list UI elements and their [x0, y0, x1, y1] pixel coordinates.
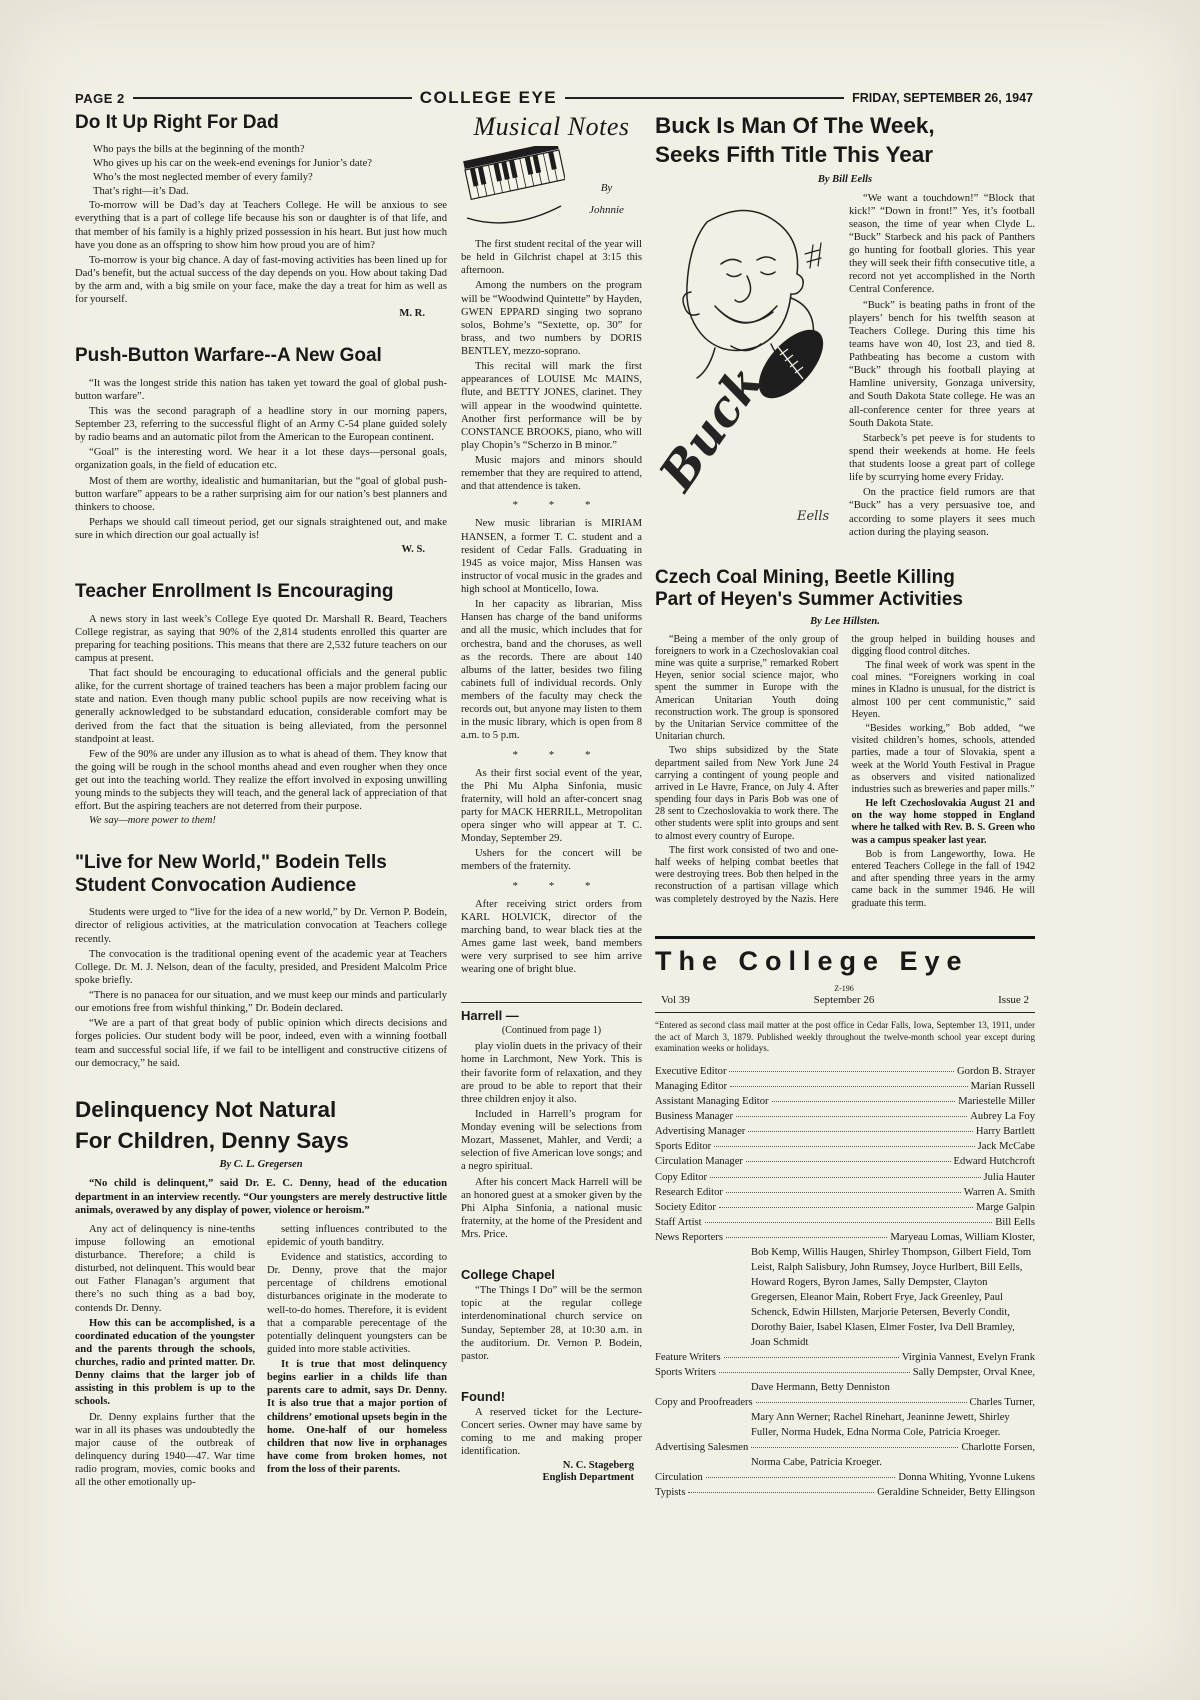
staff-entry [655, 1230, 1035, 1350]
staff-row [655, 1139, 1035, 1154]
paragraph: Few of the 90% are under any illusion as to what is ahead of them. They know that the going will be rough in the school months ahead and even rougher when they once get out into the teaching world. They realize the effort involved in exposing unwilling young minds to the subjects they will teach, and the general lack of appreciation of that effort. But the aspiring teachers are not deterred from their purpose. [75, 748, 447, 813]
staff-row [655, 1200, 1035, 1215]
page-number: PAGE 2 [75, 90, 125, 106]
staff-extra-names: Dave Hermann, Betty Denniston [751, 1381, 890, 1393]
staff-role: Managing Editor [655, 1081, 728, 1093]
article-title: Push-Button Warfare--A New Goal [75, 345, 382, 367]
staff-role: Sports Editor [655, 1141, 712, 1153]
article-title-line2: Seeks Fifth Title This Year [655, 141, 934, 167]
staff-names: Warren A. Smith [963, 1186, 1035, 1198]
dotted-leader [719, 1207, 973, 1208]
staff-names: Aubrey La Foy [970, 1111, 1035, 1123]
staff-row [655, 1079, 1035, 1094]
dotted-leader [736, 1116, 967, 1117]
masthead-box [655, 936, 1035, 1500]
page-header [75, 88, 1033, 108]
staff-role: Circulation [655, 1472, 703, 1484]
notice-signature-name: N. C. Stageberg [562, 1460, 634, 1472]
staff-names: Edward Hutchcroft [953, 1156, 1035, 1168]
dotted-leader [714, 1146, 974, 1147]
dotted-leader [710, 1177, 980, 1178]
byline-by: By [600, 182, 613, 194]
paragraph: Any act of delinquency is nine-tenths impuse following an emotional disturbance. Therefore; a child is disturbed, not delinquent. This would bear out Father Flanagan’s argument that there’s no such thing as a bad boy, contends Dr. Denny. [75, 1223, 255, 1314]
paragraph: “Goal” is the interesting word. We hear it a lot these days—personal goals, organization goals, in the field of education etc. [75, 447, 447, 472]
issue-number: Issue 2 [998, 993, 1029, 1006]
staff-names: Marge Galpin [976, 1201, 1035, 1213]
staff-names: Gordon B. Strayer [957, 1066, 1035, 1078]
paragraph: Evidence and statistics, according to Dr. Denny, prove that the major percentage of childrens emotional disturbances originate in the moderate to well-to-do homes. Therefore, it is evident that a comparable perecentage of the potentially delinquent youngsters can be guided into more stable activities. [267, 1252, 447, 1355]
paragraph: play violin duets in the privacy of their home in Larchmont, New York. This is their favorite form of relaxation, and they are proud to be able to report that their three children enjoy it also. [461, 1041, 642, 1105]
paragraph: A reserved ticket for the Lecture-Concert series. Owner may have same by coming to me and making proper identification. [461, 1406, 642, 1458]
header-rule-right [565, 97, 844, 99]
notice-signature-dept: English Department [542, 1472, 634, 1484]
paragraph: This recital will mark the first appearances of LOUISE Mc MAINS, flute, and BETTY JONES, clarinet. They will appear in the woodwind quintette. Another first performance will be by CONSTANCE BROOKS, piano, who will play Chopin’s “Scherzo in B minor.” [461, 361, 642, 451]
section-separator: * * * [512, 499, 605, 512]
staff-row [655, 1350, 1035, 1365]
article-delinquency [75, 1096, 447, 1491]
staff-role: News Reporters [655, 1231, 723, 1243]
staff-row [655, 1170, 1035, 1185]
article-harrell-continued [461, 1002, 642, 1241]
issue-center-block [814, 985, 875, 1006]
column-byline [571, 182, 642, 230]
staff-row [655, 1395, 1035, 1410]
byline-name: Johnnie [589, 204, 624, 216]
volume-row [655, 985, 1035, 1006]
staff-role: Copy Editor [655, 1171, 708, 1183]
header-rule-left [133, 97, 412, 99]
staff-extra-names: Bob Kemp, Willis Haugen, Shirley Thompson, Gilbert Field, Tom Leist, Ralph Salisbury, John Rumsey, Joyce Hurlbert, Bill Eells, Howard Rogers, Byron James, Sally Dempster, Clayton Gregersen, Eleanor Main, Robert Frye, Jack Greenley, Paul Schenck, Edwin Hillsten, Marjorie Petersen, Beverly Condit, Dorothy Baier, Isabel Klasen, Elmer Foster, Iva Dell Bramley, Joan Schmidt [751, 1246, 1032, 1348]
paragraph: “There is no panacea for our situation, and we must keep our minds and particularly our emotions free from wishful thinking,” Dr. Bodein declared. [75, 990, 447, 1015]
staff-names: Charlotte Forsen, [961, 1442, 1035, 1454]
buck-caricature [655, 194, 841, 534]
paragraph: As their first social event of the year, the Phi Mu Alpha Sinfonia, music fraternity, will hold an after-concert snag party for MACK HERRILL, Metropolitan opera singer who will appear at T. C. Monday, September 29. [461, 767, 642, 845]
staff-role: Circulation Manager [655, 1156, 743, 1168]
staff-role: Advertising Salesmen [655, 1442, 749, 1454]
dotted-leader [730, 1086, 967, 1087]
staff-entry [655, 1185, 1035, 1200]
article-buck-man-of-the-week [655, 112, 1035, 541]
masthead-rule [655, 1012, 1035, 1013]
staff-extra-names: Norma Cabe, Patricia Kroeger. [751, 1457, 882, 1469]
staff-role: Staff Artist [655, 1216, 702, 1228]
article-college-chapel [461, 1267, 642, 1363]
article-title: Found! [461, 1388, 506, 1404]
section-separator: * * * [512, 879, 605, 892]
staff-names: Mariestelle Miller [958, 1096, 1035, 1108]
right-column [655, 112, 1035, 1500]
middle-column [461, 112, 642, 1509]
paragraph: That fact should be encouraging to educational officials and the general public alike, for the current shortage of trained teachers has been a major problem facing our state and nation. Even though many public school pupils are now receiving what is generally acknowledged to be substandard education, considerable comfort may be derived from the fact that the situation is being alleviated, from the personnel standpoint at least. [75, 668, 447, 745]
buck-article-body [655, 192, 1035, 541]
staff-row [655, 1470, 1035, 1485]
staff-names: Julia Hauter [983, 1171, 1035, 1183]
article-title: Teacher Enrollment Is Encouraging [75, 581, 394, 603]
staff-role: Advertising Manager [655, 1126, 746, 1138]
author-initials: W. S. [401, 544, 425, 556]
staff-row [655, 1230, 1035, 1245]
paragraph: To-morrow is your big chance. A day of fast-moving activities has been lined up for Dad’s benefit, but the actual success of the day depends on you. How about taking Dad by the arm and, with a big smile on your face, make the day a treat for him as well as for yourself. [75, 254, 447, 306]
paragraph: The final week of work was spent in the coal mines. “Foreigners working in coal mines in Kladno is unusual, for the district is almost 100 per cent communistic,” said Heyen. [851, 660, 1035, 720]
article-title-line2: Part of Heyen's Summer Activities [655, 589, 963, 611]
staff-entry [655, 1470, 1035, 1485]
staff-entry [655, 1215, 1035, 1230]
paragraph: “It was the longest stride this nation has taken yet toward the goal of global push-button warfare”. [75, 377, 447, 402]
paragraph: Ushers for the concert will be members of the fraternity. [461, 848, 642, 873]
masthead-date: September 26 [813, 993, 875, 1006]
paragraph: The first work consisted of two and one-half weeks of helping combat beetles that were destroying trees. Bob then helped in the reconstruction of a partisan village which was completely destroyed by the Nazis. Here the group helped in building houses and digging flood control ditches. [655, 633, 1035, 905]
question-line: Who’s the most neglected member of every family? [93, 172, 313, 184]
staff-names: Donna Whiting, Yvonne Lukens [898, 1472, 1035, 1484]
paragraph: setting influences contributed to the epidemic of youth banditry. [267, 1223, 447, 1248]
staff-row [655, 1094, 1035, 1109]
staff-names: Geraldine Schneider, Betty Ellingson [877, 1487, 1035, 1499]
column-title: Musical Notes [473, 112, 630, 141]
staff-entry [655, 1395, 1035, 1440]
staff-role: Assistant Managing Editor [655, 1096, 769, 1108]
staff-names: Charles Turner, [969, 1396, 1035, 1408]
author-initials: M. R. [399, 308, 425, 320]
staff-names: Harry Bartlett [975, 1126, 1035, 1138]
article-title-line1: Buck Is Man Of The Week, [655, 113, 935, 138]
staff-entry [655, 1094, 1035, 1109]
paragraph: How this can be accomplished, is a coordinated education of the youngster and the parents through the schools, churches, radio and printed matter. Dr. Denny claims that the larger job of assisting in this problem is up to the schools. [75, 1317, 255, 1408]
dotted-leader [726, 1237, 887, 1238]
byline: By Bill Eells [817, 173, 873, 185]
staff-row [655, 1485, 1035, 1500]
artist-signature: Eells [797, 508, 830, 524]
staff-row [655, 1440, 1035, 1455]
issue-date: FRIDAY, SEPTEMBER 26, 1947 [852, 91, 1033, 105]
paragraph: After his concert Mack Harrell will be an honored guest at a smoker given by the Phi Alpha Sinfonia, a national music fraternity, at the home of the President and Mrs. Price. [461, 1176, 642, 1240]
staff-names: Bill Eells [995, 1216, 1035, 1228]
staff-role: Business Manager [655, 1111, 733, 1123]
question-line: That’s right—it’s Dad. [93, 186, 189, 198]
paragraph: Students were urged to “live for the idea of a new world,” by Dr. Vernon P. Bodein, director of religious activities, at the matriculation convocation at Teachers college recently. [75, 907, 447, 945]
volume-number: Vol 39 [661, 993, 690, 1006]
staff-entry [655, 1170, 1035, 1185]
staff-row [655, 1154, 1035, 1169]
paragraph: “We want a touchdown!” “Block that kick!” “Down in front!” Yes, it’s football season, the time of year when Clyde L. “Buck” Starbeck and his pack of Panthers go hunting for football glories. This year they will seek their fifth consecutive title, a record not yet accomplished in the North Central Conference. [849, 192, 1035, 296]
dotted-leader [719, 1372, 910, 1373]
article-czech-coal-mining [655, 567, 1035, 910]
musical-notes-header [461, 146, 642, 230]
editorial-tagline: We say—more power to them! [89, 815, 216, 827]
staff-role: Sports Writers [655, 1366, 716, 1378]
article-musical-notes [461, 112, 642, 976]
two-column-body [655, 634, 1035, 910]
staff-row [655, 1365, 1035, 1380]
article-teacher-enrollment [75, 581, 447, 826]
paragraph: “Buck” is beating paths in front of the players’ bench for his twelfth season at Teachers College. During this time his teams have won 40, lost 23, and tied 8. Pathbeating has become a custom with “Buck” through his football playing at Hamline university, Gonzaga university, and South Dakota State college. He was an all-conference center for three years at South Dakota State. [849, 299, 1035, 429]
newspaper-name: COLLEGE EYE [419, 88, 558, 107]
dotted-leader [705, 1222, 993, 1223]
paragraph: “Besides working,” Bob added, “we visited children’s homes, schools, attended parties, made a tour of Slovakia, spent a week at the World Youth Festival in Prague as observers and visited nationalized industries such as breweries and paper mills.” [851, 722, 1035, 795]
article-found-notice [461, 1389, 642, 1484]
dotted-leader [751, 1447, 958, 1448]
two-column-body [75, 1223, 447, 1492]
article-title-line1: "Live for New World," Bodein Tells [75, 852, 387, 874]
article-title-line1: Czech Coal Mining, Beetle Killing [655, 566, 955, 588]
piano-illustration [461, 146, 565, 230]
staff-entry [655, 1485, 1035, 1500]
paragraph: Starbeck’s pet peeve is for students to spend their weekends at home. He feels that students loose a great part of college life by scurrying home every Friday. [849, 432, 1035, 484]
piano-drawing [463, 146, 565, 223]
staff-entry [655, 1124, 1035, 1139]
dotted-leader [706, 1477, 896, 1478]
staff-names: Maryeau Lomas, William Kloster, [890, 1231, 1035, 1243]
staff-entry [655, 1350, 1035, 1365]
postal-code: Z-196 [834, 983, 854, 993]
paragraph: He left Czechoslovakia August 21 and on the way home stopped in England where he talked with Rev. B. S. Green who was a campus speaker last year. [851, 798, 1035, 846]
paragraph: Bob is from Langeworthy, Iowa. He entered Teachers College in the fall of 1942 and after spending three years in the army came back in the summer 1946. He will graduate this term. [851, 848, 1035, 909]
article-push-button-warfare [75, 345, 447, 555]
staff-entry [655, 1365, 1035, 1395]
staff-names: Jack McCabe [977, 1141, 1035, 1153]
staff-row [655, 1185, 1035, 1200]
staff-entry [655, 1139, 1035, 1154]
masthead-title: The College Eye [655, 945, 969, 976]
staff-role: Research Editor [655, 1186, 723, 1198]
staff-row [655, 1215, 1035, 1230]
staff-entry [655, 1064, 1035, 1079]
section-separator: * * * [512, 748, 605, 761]
paragraph: Included in Harrell’s program for Monday evening will be selections from Mozart, Massenet, Mahler, and Verdi; a selection of five American love songs; and a negro spiritual. [461, 1108, 642, 1173]
staff-role: Society Editor [655, 1201, 716, 1213]
staff-role: Feature Writers [655, 1351, 721, 1363]
staff-names: Marian Russell [970, 1081, 1035, 1093]
article-do-it-up-right-for-dad [75, 112, 447, 319]
staff-names: Sally Dempster, Orval Knee, [912, 1366, 1035, 1378]
article-title-line2: For Children, Denny Says [75, 1127, 349, 1153]
paragraph: After receiving strict orders from KARL HOLVICK, director of the marching band, to wear black ties at the Ames game last week, band members were very surprised to see him arrive wearing one of bright blue. [461, 898, 642, 976]
paragraph: The first student recital of the year will be held in Gilchrist chapel at 3:15 this afternoon. [461, 239, 642, 277]
paragraph: Dr. Denny explains further that the war in all its phases was undoubtedly the major cause of the outbreak of delinquency during 1940—47. War time radio program, movies, comic books and all the other emotionally up- [75, 1411, 255, 1489]
staff-row [655, 1124, 1035, 1139]
staff-entry [655, 1079, 1035, 1094]
staff-names: Virginia Vannest, Evelyn Frank [901, 1351, 1035, 1363]
staff-role: Typists [655, 1487, 686, 1499]
article-title-line2: Student Convocation Audience [75, 874, 357, 896]
sub-column-right [267, 1223, 447, 1492]
dotted-leader [746, 1161, 951, 1162]
dotted-leader [772, 1101, 956, 1102]
paragraph: On the practice field rumors are that “Buck” has a very persuasive toe, and according to some players it sees much action during the playing season. [849, 487, 1035, 538]
staff-row [655, 1064, 1035, 1079]
staff-role: Copy and Proofreaders [655, 1396, 753, 1408]
paragraph: In her capacity as librarian, Miss Hansen has charge of the band uniforms and all the music, which includes that for orchestra, band and the choruses, as well as the records. There are about 140 albums of the latter, besides two filing cabinets full of individual records. Only members of the faculty may check the records out, but anyone may listen to them in the music library, which is open from 8 a.m. to 5 p.m. [461, 599, 642, 742]
paragraph: Most of them are worthy, idealistic and humanitarian, but the “goal of global push-button warfare” appears to be a rather surprising aim for our nation’s best planners and thinkers to choose. [75, 475, 447, 513]
paragraph: It is true that most delinquency begins earlier in a childs life than parents care to admit, says Dr. Denny. It is also true that a major portion of childrens’ emotional upsets begin in the home. One-half of our homeless children that now live in orphanages have come from broken homes, not from the loss of their parents. [267, 1359, 447, 1475]
paragraph: “Being a member of the only group of foreigners to work in a Czechoslovakian coal mine was quite a surprise,” remarked Robert Heyen, senior social science major, who spent the summer in Europe with the American Unitarian Youth doing reconstruction work. The group is sponsored by the Unitarian Service committee of the Unitarian church. [655, 633, 839, 743]
paragraph: Two ships subsidized by the State department sailed from New York June 24 carrying a contingent of young people and arrived in Le Havre, France, on July 4. After spending four days in Paris Bob was one of 28 sent to Czechoslovakia to work there. The other students were split into groups and sent to almost every country of Europe. [655, 745, 839, 842]
paragraph: This was the second paragraph of a headline story in our morning papers, September 23, referring to the successful flight of an Army C-54 plane guided solely by radio beams and an automatic pilot from the American to the European continent. [75, 405, 447, 444]
paragraph: To-morrow will be Dad’s day at Teachers College. He will be anxious to see everything that is a part of college life because his son or daughter is of that life, and that member of his family is a highly prized possession in his heart. But just how much have you done as an offspring to show him how proud you are of him? [75, 200, 447, 251]
byline: By C. L. Gregersen [219, 1159, 303, 1171]
staff-entry [655, 1109, 1035, 1124]
dotted-leader [756, 1402, 967, 1403]
dotted-leader [729, 1071, 954, 1072]
paragraph: Among the numbers on the program will be “Woodwind Quintette” by Hayden, GWEN EPPARD singing two soprano solos, Bohme’s “Sextette, op. 30” for brass, and two numbers by DORIS BENTLEY, mezzo-soprano. [461, 280, 642, 357]
buck-signature: Buck [655, 355, 774, 501]
second-class-notice: “Entered as second class mail matter at the post office in Cedar Falls, Iowa, September 13, 1911, under the act of March 3, 1879. Published weekly throughout the twelve-month school year except during examination weeks or holidays. [655, 1019, 1035, 1054]
paragraph: New music librarian is MIRIAM HANSEN, a former T. C. student and a resident of Cedar Falls. Graduating in 1945 as voice major, Miss Hansen was instructor of vocal music in the grades and high school at Monticello, Iowa. [461, 518, 642, 595]
article-bodein-convocation [75, 852, 447, 1069]
staff-list [655, 1064, 1035, 1500]
staff-row [655, 1109, 1035, 1124]
continued-from-note: (Continued from page 1) [501, 1025, 602, 1037]
paragraph: “We are a part of that great body of public opinion which directs decisions and forges policies. Our student body will be poor, indeed, even with a winning football team and successful social life, if we fail to be intelligent and constructive citizens of our democracy,” he said. [75, 1018, 447, 1069]
lead-paragraph: “No child is delinquent,” said Dr. E. C. Denny, head of the education department in an interview recently. “Our youngsters are merely destructive little animals, overawed by any display of power, violence or heroism.” [75, 1178, 447, 1216]
paragraph: The convocation is the traditional opening event of the academic year at Teachers College. Dr. M. J. Nelson, dean of the faculty, presided, and President Malcolm Price spoke briefly. [75, 948, 447, 986]
staff-extra-names: Mary Ann Werner; Rachel Rinehart, Jeaninne Jewett, Shirley Fuller, Norma Hudek, Edna Norma Cole, Patricia Kroeger. [751, 1412, 1010, 1439]
byline: By Lee Hillsten. [810, 615, 880, 627]
dotted-leader [724, 1357, 899, 1358]
dotted-leader [748, 1131, 973, 1132]
dotted-leader [726, 1192, 961, 1193]
paragraph: A news story in last week’s College Eye quoted Dr. Marshall R. Beard, Teachers College registrar, as saying that 90% of the 2,814 students enrolled this quarter are preparing for teaching positions. This means that there are 2,532 future teachers on our campus at present. [75, 613, 447, 664]
article-title: Do It Up Right For Dad [75, 112, 279, 133]
paragraph: Perhaps we should call timeout period, get our signals straightened out, and make sure in which direction our goal actually is! [75, 516, 447, 542]
article-title: Harrell — [461, 1008, 519, 1024]
question-line: Who gives up his car on the week-end evenings for Junior’s date? [93, 158, 372, 170]
staff-entry [655, 1440, 1035, 1470]
article-title-line1: Delinquency Not Natural [75, 1096, 337, 1122]
staff-role: Executive Editor [655, 1066, 727, 1078]
sub-column-left [75, 1223, 255, 1492]
staff-entry [655, 1154, 1035, 1169]
staff-entry [655, 1200, 1035, 1215]
dotted-leader [688, 1492, 874, 1493]
question-line: Who pays the bills at the beginning of the month? [93, 144, 305, 156]
paragraph: “The Things I Do” will be the sermon topic at the regular college interdenominational church service on Sunday, September 28, at 10:30 a.m. in the auditorium. Dr. Vernon P. Bodein, pastor. [461, 1285, 642, 1362]
left-column [75, 112, 447, 1517]
article-title: College Chapel [461, 1267, 555, 1283]
paragraph: Music majors and minors should remember that they are required to attend, and that attendence is taken. [461, 455, 642, 493]
buck-illustration-frame [655, 194, 841, 534]
